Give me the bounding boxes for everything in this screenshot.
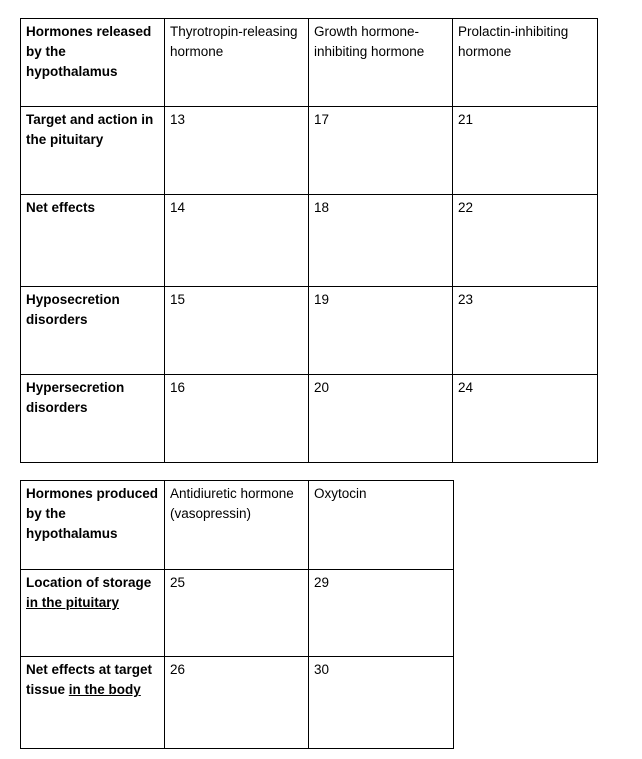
question-number-cell: 30: [309, 657, 454, 749]
column-header-cell: Thyrotropin-releasing hormone: [165, 19, 309, 107]
row-header-cell: Target and action in the pituitary: [21, 107, 165, 195]
table-header-row: [21, 19, 598, 107]
question-number-cell: 14: [165, 195, 309, 287]
question-number-cell: 19: [309, 287, 453, 375]
row-label-text: Net effects at target tissue: [26, 662, 153, 697]
question-number-cell: 21: [453, 107, 598, 195]
row-label-underlined-text: in the pituitary: [26, 595, 120, 610]
row-header-cell: Hormones released by the hypothalamus: [21, 19, 165, 107]
row-header-cell: [21, 657, 165, 749]
hypothalamus-produced-hormones-table: [20, 480, 454, 749]
question-number-cell: 16: [165, 375, 309, 463]
question-number-cell: 18: [309, 195, 453, 287]
table-row: [21, 195, 598, 287]
table-row: [21, 107, 598, 195]
question-number-cell: 26: [165, 657, 309, 749]
question-number-cell: 20: [309, 375, 453, 463]
question-number-cell: 22: [453, 195, 598, 287]
row-label-underlined-text: in the body: [68, 682, 141, 697]
question-number-cell: 23: [453, 287, 598, 375]
row-label-text: Location of storage: [26, 575, 152, 590]
row-header-cell: [21, 570, 165, 657]
column-header-cell: Oxytocin: [309, 481, 454, 570]
row-header-cell: Hormones produced by the hypothalamus: [21, 481, 165, 570]
table-row: [21, 375, 598, 463]
row-header-cell: Hyposecretion disorders: [21, 287, 165, 375]
question-number-cell: 17: [309, 107, 453, 195]
column-header-cell: Antidiuretic hormone (vasopressin): [165, 481, 309, 570]
column-header-cell: Prolactin-inhibiting hormone: [453, 19, 598, 107]
question-number-cell: 13: [165, 107, 309, 195]
row-header-cell: Hypersecretion disorders: [21, 375, 165, 463]
question-number-cell: 15: [165, 287, 309, 375]
table-row: [21, 657, 454, 749]
hypothalamus-released-hormones-table: [20, 18, 598, 463]
question-number-cell: 25: [165, 570, 309, 657]
column-header-cell: Growth hormone-inhibiting hormone: [309, 19, 453, 107]
table-row: [21, 570, 454, 657]
question-number-cell: 29: [309, 570, 454, 657]
table-row: [21, 287, 598, 375]
question-number-cell: 24: [453, 375, 598, 463]
table-header-row: [21, 481, 454, 570]
row-header-cell: Net effects: [21, 195, 165, 287]
